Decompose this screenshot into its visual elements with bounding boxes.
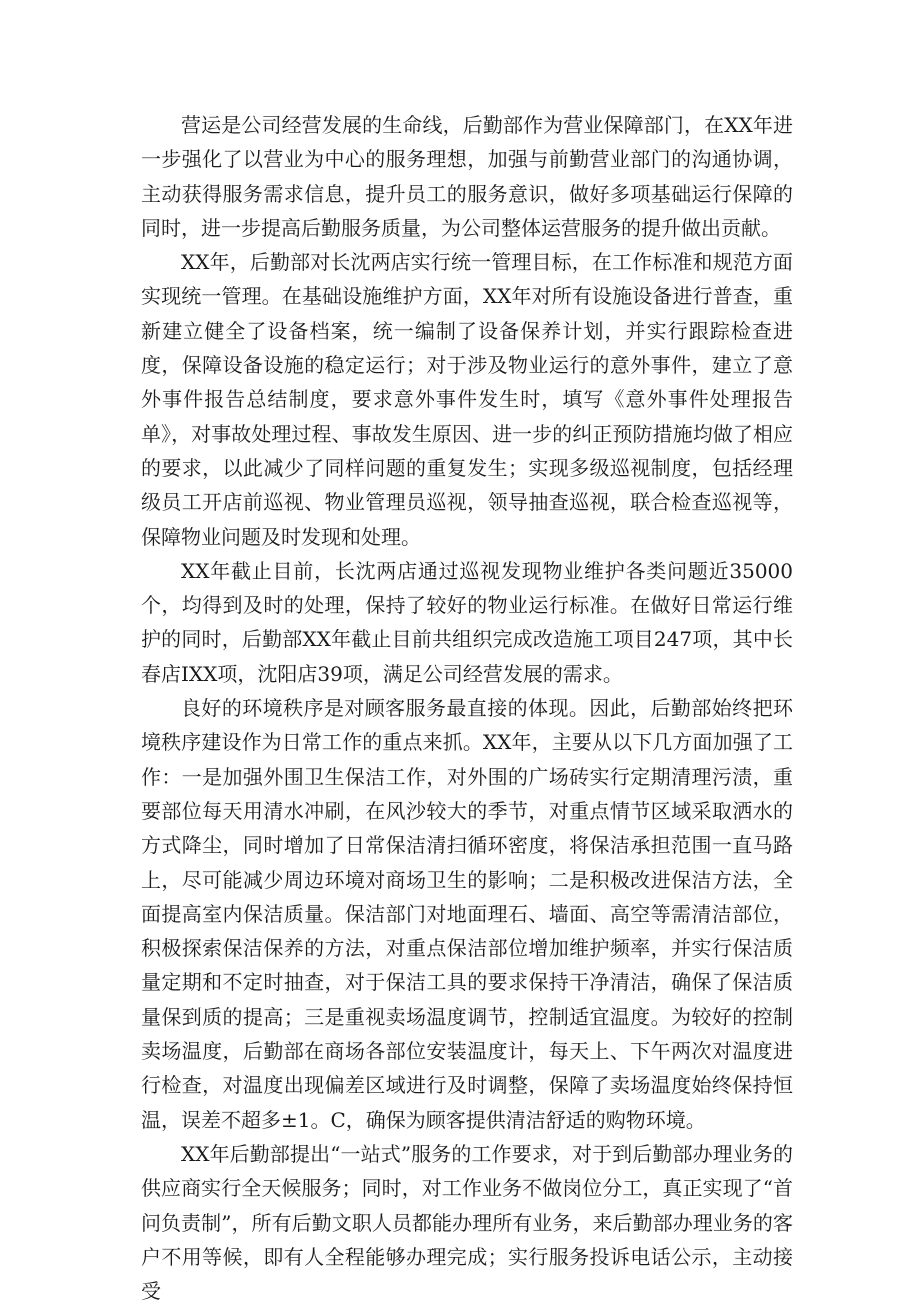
document-body (141, 108, 793, 1308)
paragraph-one-stop-service: XX年后勤部提出“一站式”服务的工作要求，对于到后勤部办理业务的供应商实行全天候服务；同时，对工作业务不做岗位分工，真正实现了“首问负责制”，所有后勤文职人员都能办理所有业务，来后勤部办理业务的客户不用等候，即有人全程能够办理完成；实行服务投诉电话公示，主动接受 (141, 1141, 793, 1304)
paragraph-environment-order: 良好的环境秩序是对顾客服务最直接的体现。因此，后勤部始终把环境秩序建设作为日常工作的重点来抓。XX年，主要从以下几方面加强了工作：一是加强外围卫生保洁工作，对外围的广场砖实行定期清理污渍，重要部位每天用清水冲刷，在风沙较大的季节，对重点情节区域采取洒水的方式降尘，同时增加了日常保洁清扫循环密度，将保洁承担范围一直马路上，尽可能减少周边环境对商场卫生的影响；二是积极改进保洁方法，全面提高室内保洁质量。保洁部门对地面理石、墙面、高空等需清洁部位，积极探索保洁保养的方法，对重点保洁部位增加维护频率，并实行保洁质量定期和不定时抽查，对于保洁工具的要求保持干净清洁，确保了保洁质量保到质的提高；三是重视卖场温度调节，控制适宜温度。为较好的控制卖场温度，后勤部在商场各部位安装温度计，每天上、下午两次对温度进行检查，对温度出现偏差区域进行及时调整，保障了卖场温度始终保持恒温，误差不超多±1。C，确保为顾客提供清洁舒适的购物环境。 (141, 696, 793, 1132)
paragraph-inspection-results: XX年截止目前，长沈两店通过巡视发现物业维护各类问题近35000个，均得到及时的处理，保持了较好的物业运行标准。在做好日常运行维护的同时，后勤部XX年截止目前共组织完成改造施工项目247项，其中长春店IXX项，沈阳店39项，满足公司经营发展的需求。 (141, 558, 793, 686)
paragraph-unified-management: XX年，后勤部对长沈两店实行统一管理目标，在工作标准和规范方面实现统一管理。在基础设施维护方面，XX年对所有设施设备进行普查，重新建立健全了设备档案，统一编制了设备保养计划，并实行跟踪检查进度，保障设备设施的稳定运行；对于涉及物业运行的意外事件，建立了意外事件报告总结制度，要求意外事件发生时，填写《意外事件处理报告单》，对事故处理过程、事故发生原因、进一步的纠正预防措施均做了相应的要求，以此减少了同样问题的重复发生；实现多级巡视制度，包括经理级员工开店前巡视、物业管理员巡视，领导抽查巡视，联合检查巡视等，保障物业问题及时发现和处理。 (141, 250, 793, 549)
paragraph-operations-intro: 营运是公司经营发展的生命线，后勤部作为营业保障部门，在XX年进一步强化了以营业为中心的服务理想，加强与前勤营业部门的沟通协调，主动获得服务需求信息，提升员工的服务意识，做好多项基础运行保障的同时，进一步提高后勤服务质量，为公司整体运营服务的提升做出贡献。 (141, 113, 793, 240)
